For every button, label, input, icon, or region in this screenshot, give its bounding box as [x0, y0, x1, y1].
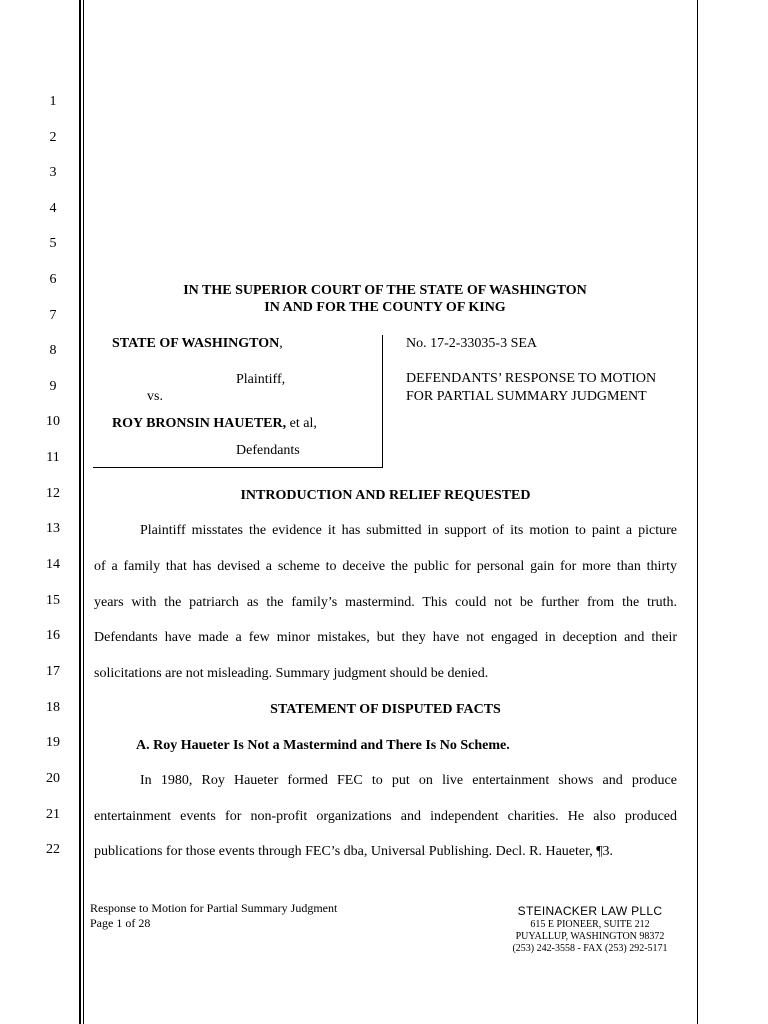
subheading-a: A. Roy Haueter Is Not a Mastermind and There Is No Scheme.: [136, 738, 510, 753]
firm-name: STEINACKER LAW PLLC: [517, 904, 663, 918]
footer-document-title: Response to Motion for Partial Summary Judgment: [90, 901, 338, 915]
line-number: 19: [46, 735, 60, 750]
line-number: 3: [49, 165, 57, 180]
line-number: 13: [46, 521, 60, 536]
plaintiff-comma: ,: [279, 336, 283, 351]
facts-line-2: entertainment events for non-profit organizations and independent charities. He also produced: [94, 809, 677, 824]
line-number: 11: [46, 450, 60, 465]
defendant-role: Defendants: [236, 443, 300, 458]
line-number: 21: [46, 807, 60, 822]
line-number: 7: [49, 308, 57, 323]
footer-page-number: Page 1 of 28: [90, 916, 151, 930]
right-margin-rule: [697, 0, 698, 1024]
court-heading: [165, 282, 605, 316]
defendant-suffix: et al,: [286, 416, 317, 431]
line-number: 15: [46, 593, 60, 608]
line-number: 18: [46, 700, 60, 715]
intro-line-3: years with the patriarch as the family’s mastermind. This could not be further from the truth.: [94, 595, 677, 610]
intro-line-5: solicitations are not misleading. Summary judgment should be denied.: [94, 666, 489, 681]
defendant-name: ROY BRONSIN HAUETER,: [112, 416, 287, 431]
line-number: 14: [46, 557, 60, 572]
facts-line-1: In 1980, Roy Haueter formed FEC to put on live entertainment shows and produce: [140, 773, 677, 788]
versus-label: vs.: [147, 389, 163, 404]
line-number: 12: [46, 486, 60, 501]
court-heading-line-1: IN THE SUPERIOR COURT OF THE STATE OF WASHINGTON: [183, 283, 587, 298]
line-number: 2: [49, 130, 57, 145]
left-margin-rule: [79, 0, 81, 1024]
plaintiff-party: [112, 335, 283, 352]
plaintiff-role: Plaintiff,: [236, 372, 286, 387]
intro-line-1: Plaintiff misstates the evidence it has submitted in support of its motion to paint a picture: [140, 523, 677, 538]
caption-divider-horizontal: [93, 467, 383, 468]
firm-phone: (253) 242-3558 - FAX (253) 292-5171: [512, 943, 668, 954]
line-number: 6: [49, 272, 57, 287]
heading-disputed-facts: STATEMENT OF DISPUTED FACTS: [270, 702, 501, 717]
line-number: 4: [49, 201, 57, 216]
line-number: 10: [46, 414, 60, 429]
line-number: 1: [49, 94, 57, 109]
defendant-party: [112, 415, 317, 432]
line-number: 17: [46, 664, 60, 679]
firm-address-line-2: PUYALLUP, WASHINGTON 98372: [515, 931, 665, 942]
line-number: 8: [49, 343, 57, 358]
case-number: No. 17-2-33035-3 SEA: [406, 336, 538, 351]
footer-document-info: [90, 901, 337, 931]
firm-address-line-1: 615 E PIONEER, SUITE 212: [530, 919, 650, 930]
document-title: DEFENDANTS’ RESPONSE TO MOTION FOR PARTIAL SUMMARY JUDGMENT: [406, 371, 657, 404]
heading-introduction: INTRODUCTION AND RELIEF REQUESTED: [240, 488, 531, 503]
line-number: 9: [49, 379, 57, 394]
line-number: 16: [46, 628, 60, 643]
plaintiff-name: STATE OF WASHINGTON: [112, 336, 280, 351]
court-heading-line-2: IN AND FOR THE COUNTY OF KING: [264, 300, 506, 315]
intro-line-4: Defendants have made a few minor mistakes, but they have not engaged in deception and their: [94, 630, 677, 645]
caption-divider-vertical: [382, 335, 383, 468]
line-number: 20: [46, 771, 60, 786]
line-number: 22: [46, 842, 60, 857]
intro-line-2: of a family that has devised a scheme to deceive the public for personal gain for more than thirty: [94, 559, 677, 574]
footer-firm-block: [500, 903, 680, 955]
facts-line-3: publications for those events through FEC’s dba, Universal Publishing. Decl. R. Haueter, ¶3.: [94, 844, 614, 859]
left-margin-rule-inner: [83, 0, 84, 1024]
line-number: 5: [49, 236, 57, 251]
